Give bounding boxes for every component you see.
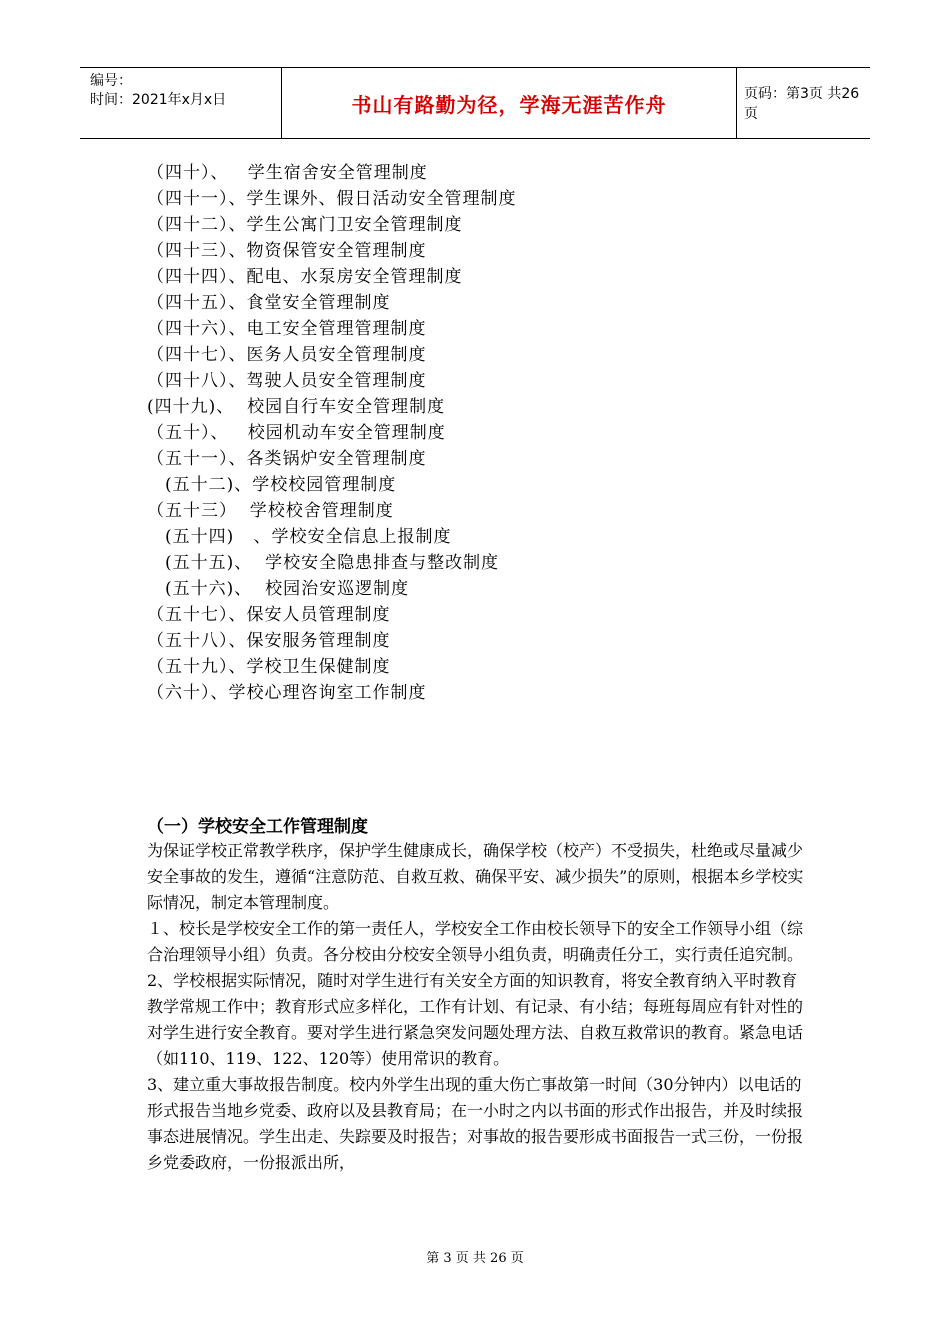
- toc-item: （五十三） 学校校舍管理制度: [147, 501, 394, 521]
- toc-item: （四十三）、物资保管安全管理制度: [147, 241, 427, 261]
- header-motto: 书山有路勤为径，学海无涯苦作舟: [281, 68, 737, 138]
- header-meta: [80, 68, 281, 138]
- time-label: 时间：2021年x月x日: [90, 92, 227, 108]
- toc-item: (五十五)、 学校安全隐患排查与整改制度: [165, 553, 500, 573]
- paragraph: 3、建立重大事故报告制度。校内外学生出现的重大伤亡事故第一时间（30分钟内）以电话的形式报告当地乡党委、政府以及县教育局；在一小时之内以书面的形式作出报告，并及时续报事态进展情况。学生出走、失踪要及时报告；对事故的报告要形成书面报告一式三份，一份报乡党委政府，一份报派出所，: [147, 1075, 804, 1172]
- toc-item: （四十四）、配电、水泵房安全管理制度: [147, 267, 463, 287]
- toc-item: (四十九)、 校园自行车安全管理制度: [147, 397, 446, 417]
- page-header: [80, 67, 870, 139]
- toc-item: (五十四) 、学校安全信息上报制度: [165, 527, 452, 547]
- toc-item: (五十六)、 校园治安巡逻制度: [165, 579, 410, 599]
- toc-item: （四十八）、驾驶人员安全管理制度: [147, 371, 427, 391]
- section-body: [147, 838, 807, 1176]
- toc-item: （四十）、 学生宿舍安全管理制度: [147, 163, 428, 183]
- page-footer: 第 3 页 共 26 页: [426, 1251, 524, 1266]
- toc-item: （五十九）、学校卫生保健制度: [147, 657, 391, 677]
- header-page-label: 页码：第3页 共26页: [744, 86, 860, 122]
- toc-item: （四十五）、食堂安全管理制度: [147, 293, 391, 313]
- toc-item: （四十七）、医务人员安全管理制度: [147, 345, 427, 365]
- toc-item: （四十一）、学生课外、假日活动安全管理制度: [147, 189, 517, 209]
- toc-item: （六十）、学校心理咨询室工作制度: [147, 683, 427, 703]
- toc-item: （四十二）、学生公寓门卫安全管理制度: [147, 215, 463, 235]
- toc-item: （五十八）、保安服务管理制度: [147, 631, 391, 651]
- toc-item: （四十六）、电工安全管理管理制度: [147, 319, 427, 339]
- toc-item: （五十）、 校园机动车安全管理制度: [147, 423, 446, 443]
- section-title: （一）学校安全工作管理制度: [147, 817, 368, 837]
- toc-item: (五十二)、学校校园管理制度: [165, 475, 397, 495]
- number-label: 编号：: [90, 73, 132, 89]
- toc-item: （五十一）、各类锅炉安全管理制度: [147, 449, 427, 469]
- paragraph: 为保证学校正常教学秩序，保护学生健康成长，确保学校（校产）不受损失，杜绝或尽量减少安全事故的发生，遵循“注意防范、自救互救、确保平安、减少损失”的原则，根据本乡学校实际情况，制定本管理制度。: [147, 841, 804, 912]
- paragraph: 2、学校根据实际情况，随时对学生进行有关安全方面的知识教育，将安全教育纳入平时教育教学常规工作中；教育形式应多样化，工作有计划、有记录、有小结；每班每周应有针对性的对学生进行安全教育。要对学生进行紧急突发问题处理方法、自救互救常识的教育。紧急电话（如110、119、122、120等）使用常识的教育。: [147, 971, 804, 1068]
- paragraph: １、校长是学校安全工作的第一责任人，学校安全工作由校长领导下的安全工作领导小组（综合治理领导小组）负责。各分校由分校安全领导小组负责，明确责任分工，实行责任追究制。: [147, 919, 804, 964]
- toc-item: （五十七）、保安人员管理制度: [147, 605, 391, 625]
